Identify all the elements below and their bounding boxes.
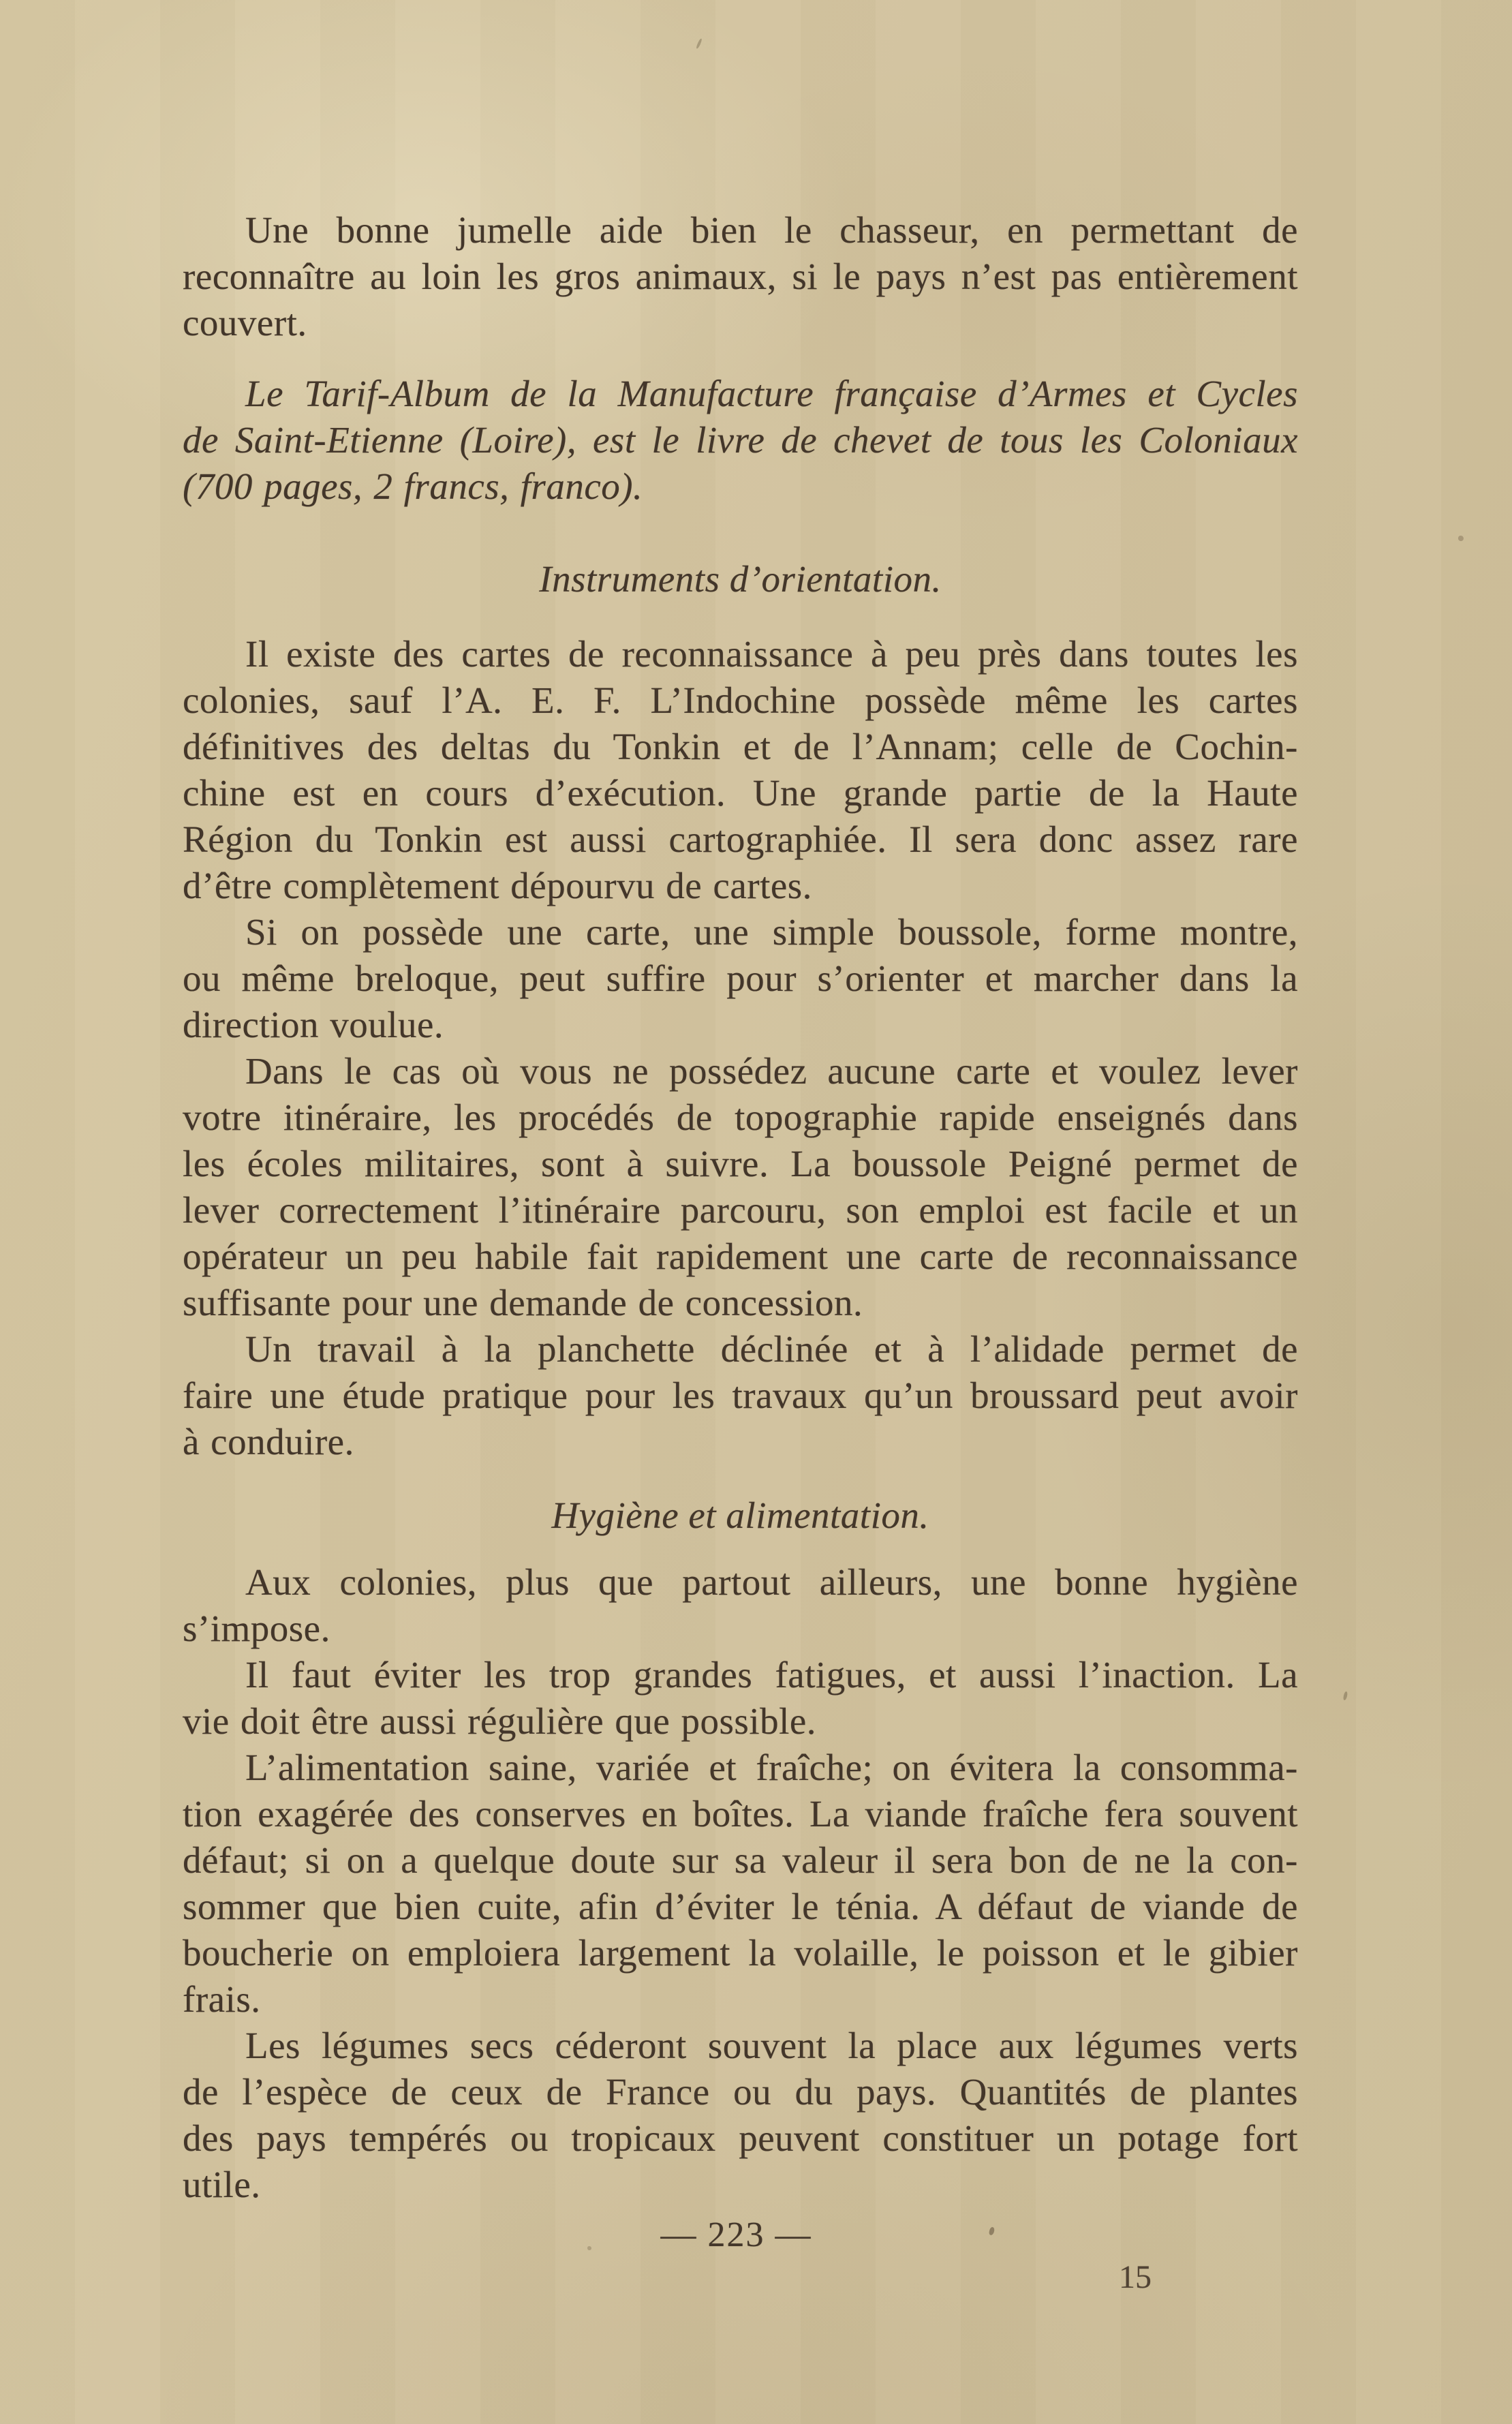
text-line: vie doit être aussi régulière que possible. [183,1700,817,1742]
text-line: sommer que bien cuite, afin d’éviter le ténia. A défaut de viande de [183,1886,1298,1927]
ink-speck [1458,536,1464,541]
text-line: Une bonne jumelle aide bien le chasseur, en permettant de [245,209,1298,251]
paper-fiber [696,38,703,49]
text-line: votre itinéraire, les procédés de topographie rapide enseignés dans [183,1096,1298,1138]
paragraph-tarif-album-note [183,371,1298,510]
text-line: Un travail à la planchette déclinée et à l’alidade permet de [245,1328,1298,1370]
text-line: opérateur un peu habile fait rapidement une carte de reconnaissance [183,1236,1298,1277]
text-line: d’être complètement dépourvu de cartes. [183,865,812,906]
page-number: — 223 — [660,2215,812,2254]
text-line: Dans le cas où vous ne possédez aucune carte et voulez lever [245,1050,1298,1092]
ink-speck [587,2246,591,2250]
text-line: tion exagérée des conserves en boîtes. La viande fraîche fera souvent [183,1793,1298,1835]
text-line: colonies, sauf l’A. E. F. L’Indochine possède même les cartes [183,679,1298,721]
text-line: L’alimentation saine, variée et fraîche; on évitera la consomma- [245,1747,1298,1788]
text-line: s’impose. [183,1608,330,1649]
paragraph-legumes [183,2023,1298,2208]
paragraph-fatigue [183,1652,1298,1745]
text-line: de Saint-Etienne (Loire), est le livre de chevet de tous les Coloniaux [183,419,1298,461]
paragraph-alimentation [183,1745,1298,2023]
text-line: ou même breloque, peut suffire pour s’orienter et marcher dans la [183,957,1298,999]
text-line: Le Tarif-Album de la Manufacture française d’Armes et Cycles [245,373,1298,414]
text-line: boucherie on emploiera largement la volaille, le poisson et le gibier [183,1932,1298,1974]
text-line: à conduire. [183,1421,354,1462]
text-line: les écoles militaires, sont à suivre. La boussole Peigné permet de [183,1143,1298,1184]
text-line: frais. [183,1978,261,2020]
text-line: Il faut éviter les trop grandes fatigues, et aussi l’inaction. La [245,1654,1298,1696]
text-line: défaut; si on a quelque doute sur sa valeur il sera bon de ne la con- [183,1839,1298,1881]
paragraph-topography [183,1048,1298,1326]
text-line: utile. [183,2164,261,2205]
text-line: Aux colonies, plus que partout ailleurs, une bonne hygiène [245,1561,1298,1603]
text-block [183,207,1298,2258]
paragraph-binoculars [183,207,1298,346]
text-line: des pays tempérés ou tropicaux peuvent constituer un potage fort [183,2117,1298,2159]
paragraph-planchette [183,1326,1298,1465]
text-line: direction voulue. [183,1004,444,1045]
ink-speck [1343,1691,1348,1701]
text-line: chine est en cours d’exécution. Une grande partie de la Haute [183,772,1298,814]
text-line: faire une étude pratique pour les travaux qu’un broussard peut avoir [183,1375,1298,1416]
text-line: reconnaître au loin les gros animaux, si le pays n’est pas entièrement [183,256,1298,297]
text-line: de l’espèce de ceux de France ou du pays. Quantités de plantes [183,2071,1298,2113]
paragraph-hygiene-intro [183,1559,1298,1652]
signature-number: 15 [1119,2259,1152,2295]
text-line: lever correctement l’itinéraire parcouru, son emploi est facile et un [183,1189,1298,1231]
text-line: définitives des deltas du Tonkin et de l’Annam; celle de Cochin- [183,726,1298,767]
text-line: Les légumes secs céderont souvent la place aux légumes verts [245,2025,1298,2066]
paragraph-compass [183,909,1298,1048]
heading-hygiene-alimentation: Hygiène et alimentation. [551,1494,929,1536]
text-line: couvert. [183,302,307,343]
text-line: Région du Tonkin est aussi cartographiée. Il sera donc assez rare [183,818,1298,860]
text-line: (700 pages, 2 francs, franco). [183,465,643,507]
text-line: Si on possède une carte, une simple boussole, forme montre, [245,911,1298,953]
text-line: suffisante pour une demande de concession. [183,1282,863,1323]
text-line: Il existe des cartes de reconnaissance à peu près dans toutes les [245,633,1298,675]
heading-instruments-orientation: Instruments d’orientation. [539,558,942,600]
paragraph-maps-availability [183,631,1298,909]
